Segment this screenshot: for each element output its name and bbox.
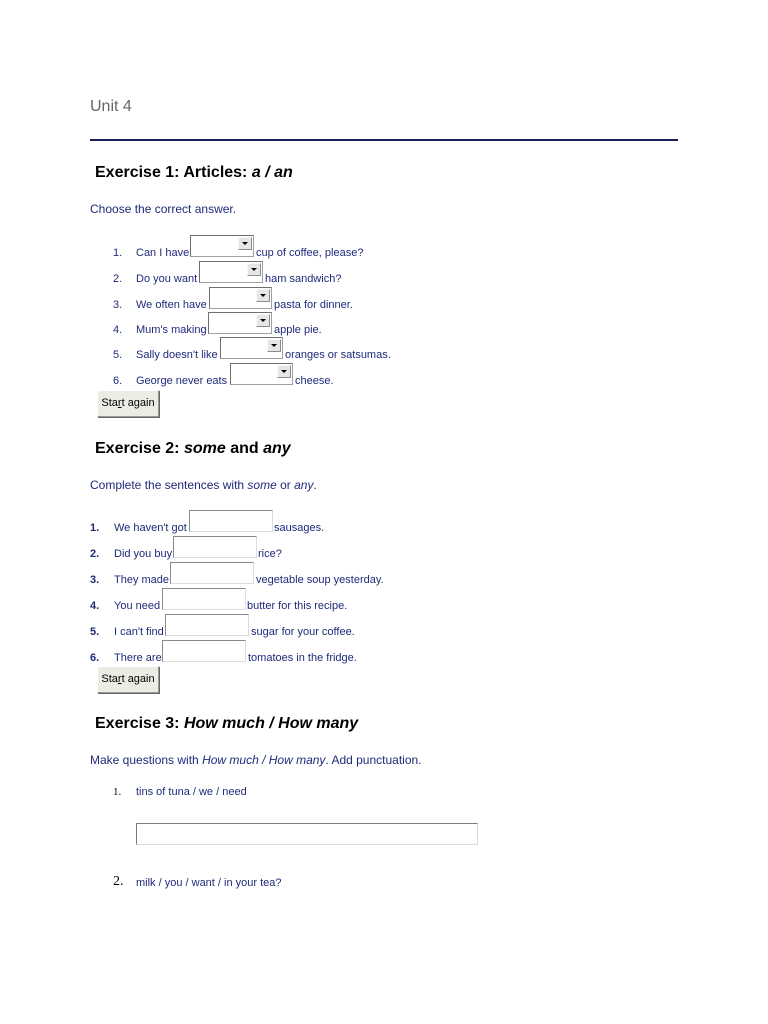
item-number: 5. xyxy=(90,626,100,638)
item-number: 2. xyxy=(90,548,100,560)
exercise-1-start-again-button[interactable] xyxy=(97,390,159,417)
instruction-text: . Add punctuation. xyxy=(325,753,422,767)
item-number: 4. xyxy=(90,600,100,612)
item-text-after: vegetable soup yesterday. xyxy=(256,574,384,586)
answer-input-5[interactable] xyxy=(165,614,249,636)
instruction-italic-some: some xyxy=(247,478,277,492)
item-text-after: pasta for dinner. xyxy=(274,299,353,311)
exercise-1-title-italic: a / an xyxy=(251,164,293,181)
button-accesskey: r xyxy=(117,397,122,409)
exercise-2-title-italic-some: some xyxy=(183,440,226,457)
exercise-3-title-italic: How much / How many xyxy=(183,715,359,732)
item-text-after: cheese. xyxy=(295,375,334,387)
exercise-1-instruction: Choose the correct answer. xyxy=(90,202,237,216)
button-label-part: t again xyxy=(121,673,155,685)
unit-title: Unit 4 xyxy=(90,98,132,115)
item-text-before: Do you want xyxy=(136,273,198,285)
dropdown-arrow-icon[interactable] xyxy=(256,314,270,327)
instruction-italic-any: any xyxy=(294,478,314,492)
item-text-after: oranges or satsumas. xyxy=(285,349,391,361)
dropdown-arrow-icon[interactable] xyxy=(277,365,291,378)
instruction-text: Complete the sentences with xyxy=(90,478,248,492)
answer-input-3[interactable] xyxy=(170,562,254,584)
item-number: 2. xyxy=(113,273,123,285)
item-text-after: rice? xyxy=(258,548,282,560)
item-number: 3. xyxy=(113,299,123,311)
item-text-after: tomatoes in the fridge. xyxy=(248,652,357,664)
answer-dropdown-2[interactable] xyxy=(199,261,263,283)
exercise-2-title-italic-any: any xyxy=(263,440,291,457)
button-label-part: Sta xyxy=(101,673,118,685)
exercise-3-title-text: Exercise 3: xyxy=(95,715,184,732)
exercise-2-title-text: Exercise 2: xyxy=(95,440,184,457)
exercise-2-start-again-button[interactable] xyxy=(97,666,159,693)
exercise-2-title-and: and xyxy=(225,440,264,457)
exercise-1-title xyxy=(95,164,293,182)
button-label-part: t again xyxy=(121,397,155,409)
item-text-before: George never eats xyxy=(136,375,228,387)
item-text-before: I can't find xyxy=(114,626,164,638)
answer-input-1[interactable] xyxy=(189,510,273,532)
item-text-after: sausages. xyxy=(274,522,325,534)
answer-input-6[interactable] xyxy=(162,640,246,662)
question-1-answer-input[interactable] xyxy=(136,823,478,845)
item-text-before: We haven't got xyxy=(114,522,187,534)
item-text-after: cup of coffee, please? xyxy=(256,247,364,259)
item-text-before: There are xyxy=(114,652,162,664)
item-number: 4. xyxy=(113,324,123,336)
title-divider xyxy=(90,139,678,141)
item-number: 1. xyxy=(90,522,100,534)
question-text: milk / you / want / in your tea? xyxy=(136,877,282,889)
exercise-2-instruction xyxy=(90,478,317,492)
instruction-text: . xyxy=(313,478,317,492)
item-text-before: Sally doesn't like xyxy=(136,349,218,361)
exercise-2-title xyxy=(95,440,291,458)
item-text-before: Did you buy xyxy=(114,548,173,560)
item-text-before: Mum's making xyxy=(136,324,207,336)
question-text: tins of tuna / we / need xyxy=(136,786,247,798)
item-number: 6. xyxy=(113,375,123,387)
question-number: 1. xyxy=(113,786,122,798)
exercise-1-title-text: Exercise 1: Articles: xyxy=(95,164,252,181)
instruction-text: or xyxy=(276,478,295,492)
instruction-italic: How much / How many xyxy=(202,753,326,767)
item-number: 3. xyxy=(90,574,100,586)
question-number: 2. xyxy=(113,874,124,889)
item-text-after: sugar for your coffee. xyxy=(251,626,355,638)
answer-dropdown-6[interactable] xyxy=(230,363,293,385)
item-number: 5. xyxy=(113,349,123,361)
instruction-text: Make questions with xyxy=(90,753,203,767)
exercise-3-title xyxy=(95,715,358,733)
answer-dropdown-5[interactable] xyxy=(220,337,283,359)
dropdown-arrow-icon[interactable] xyxy=(267,339,281,352)
answer-dropdown-3[interactable] xyxy=(209,287,272,309)
item-number: 1. xyxy=(113,247,123,259)
answer-dropdown-4[interactable] xyxy=(208,312,272,334)
dropdown-arrow-icon[interactable] xyxy=(247,263,261,276)
item-text-before: They made xyxy=(114,574,170,586)
item-text-before: We often have xyxy=(136,299,207,311)
answer-dropdown-1[interactable] xyxy=(190,235,254,257)
exercise-3-instruction xyxy=(90,753,422,767)
item-number: 6. xyxy=(90,652,100,664)
item-text-before: Can I have xyxy=(136,247,190,259)
item-text-before: You need xyxy=(114,600,161,612)
dropdown-arrow-icon[interactable] xyxy=(256,289,270,302)
item-text-after: apple pie. xyxy=(274,324,322,336)
answer-input-4[interactable] xyxy=(162,588,246,610)
button-label-part: Sta xyxy=(101,397,118,409)
button-accesskey: r xyxy=(117,673,122,685)
item-text-after: ham sandwich? xyxy=(265,273,342,285)
answer-input-2[interactable] xyxy=(173,536,257,558)
dropdown-arrow-icon[interactable] xyxy=(238,237,252,250)
item-text-after: butter for this recipe. xyxy=(247,600,348,612)
